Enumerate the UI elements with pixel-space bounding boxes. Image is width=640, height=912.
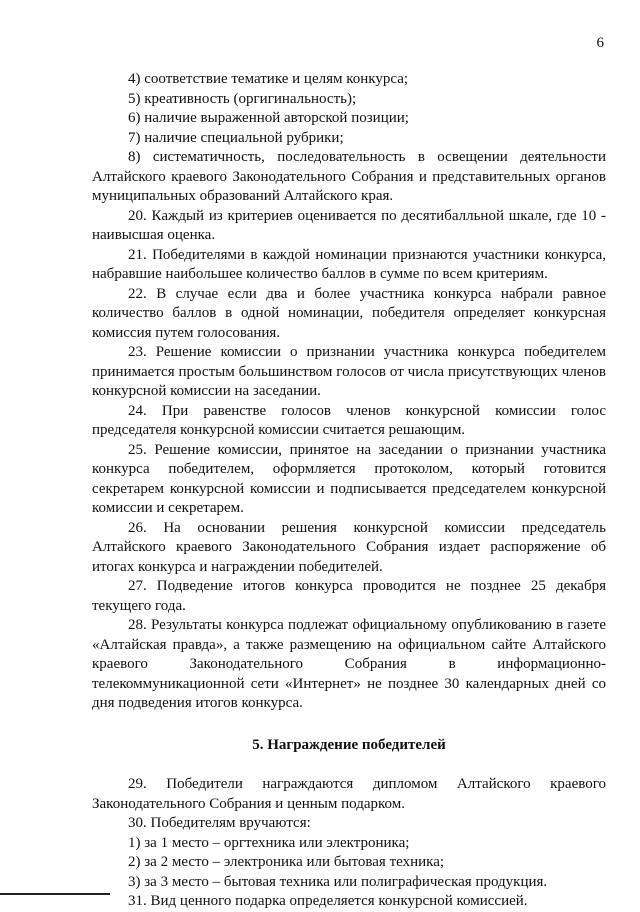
clause-26: 26. На основании решения конкурсной комиссии председатель Алтайского краевого Законодательного Собрания издает распоряжение об итогах конкурса и награждении победителей.: [92, 519, 606, 575]
criterion-5: 5) креативность (оргигинальность);: [128, 90, 357, 107]
criterion-8: 8) систематичность, последовательность в освещении деятельности Алтайского краевого Законодательного Собрания и представительных органов муниципальных образований Алтайского края.: [92, 149, 606, 204]
document-body: [92, 70, 606, 912]
clause-31: 31. Вид ценного подарка определяется конкурсной комиссией.: [128, 893, 528, 909]
clause-20: 20. Каждый из критериев оценивается по десятибалльной шкале, где 10 - наивысшая оценка.: [92, 207, 606, 243]
prize-1st: 1) за 1 место – оргтехника или электроника;: [128, 834, 410, 851]
page-edge-divider: [0, 893, 110, 895]
prize-2nd: 2) за 2 место – электроника или бытовая техника;: [128, 854, 445, 870]
clause-27: 27. Подведение итогов конкурса проводится не позднее 25 декабря текущего года.: [92, 578, 606, 614]
clause-30: 30. Победителям вручаются:: [128, 815, 311, 831]
clause-29: 29. Победители награждаются дипломом Алтайского краевого Законодательного Собрания и ценным подарком.: [92, 776, 606, 812]
clause-23: 23. Решение комиссии о признании участника конкурса победителем принимается простым большинством голосов от числа присутствующих членов конкурсной комиссии на заседании.: [92, 344, 606, 399]
clause-21: 21. Победителями в каждой номинации признаются участники конкурса, набравшие наибольшее количество баллов в сумме по всем критериям.: [92, 246, 606, 282]
prize-3rd: 3) за 3 место – бытовая техника или полиграфическая продукция.: [128, 873, 548, 890]
clause-22: 22. В случае если два и более участника конкурса набрали равное количество баллов в одной номинации, победителя определяет конкурсная комиссия путем голосования.: [92, 285, 606, 341]
clause-28: 28. Результаты конкурса подлежат официальному опубликованию в газете «Алтайская правда», а также размещению на официальном сайте Алтайского краевого Законодательного Собрания в информационно-телекоммуникационной сети «Интернет» не позднее 30 календарных дней со дня подведения итогов конкурса.: [92, 617, 606, 711]
criterion-4: 4) соответствие тематике и целям конкурса;: [128, 71, 409, 87]
criterion-6: 6) наличие выраженной авторской позиции;: [128, 110, 409, 126]
clause-25: 25. Решение комиссии, принятое на заседании о признании участника конкурса победителем, оформляется протоколом, который готовится секретарем конкурсной комиссии и подписывается председателем конкурсной комиссии и секретарем.: [92, 441, 606, 516]
section-heading: 5. Награждение победителей: [252, 736, 446, 753]
clause-24: 24. При равенстве голосов членов конкурсной комиссии голос председателя конкурсной комиссии считается решающим.: [92, 402, 606, 438]
page-number: 6: [596, 35, 604, 51]
criterion-7: 7) наличие специальной рубрики;: [128, 129, 344, 146]
